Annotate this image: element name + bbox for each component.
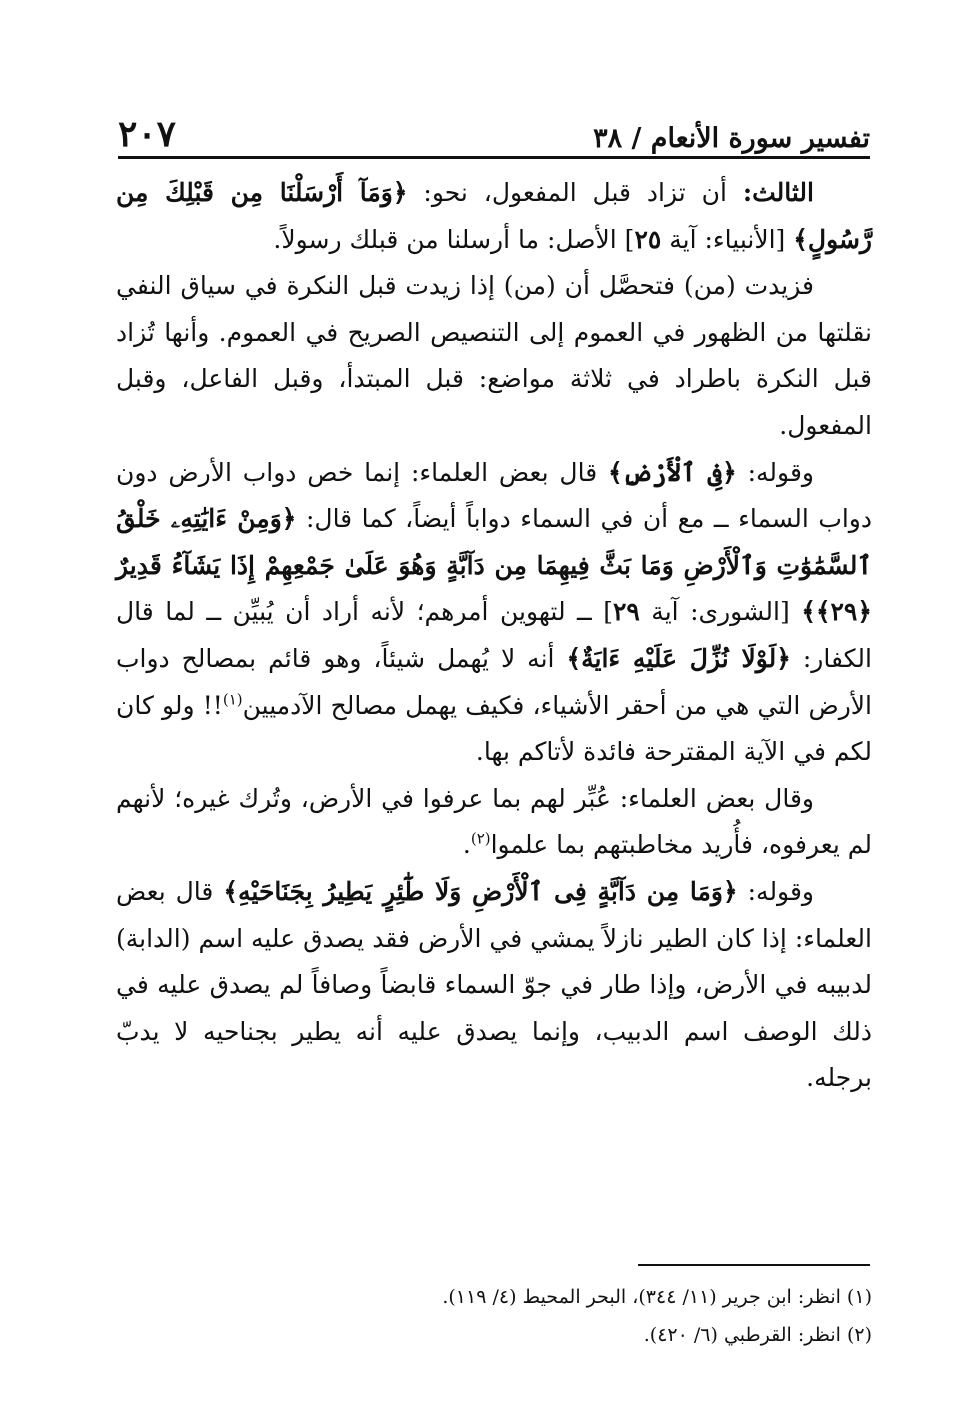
header-rule: [118, 156, 870, 159]
quran-quote: ﴿وَمَآ أَرْسَلْنَا مِن قَبْلِكَ مِن رَّسُولٍ﴾: [116, 178, 872, 254]
text-run: أنه لا يُهمل شيئاً، وهو قائم بمصالح دواب الأرض التي هي من أحقر الأشياء، فكيف يهمل مصالح الآدميين: [116, 643, 872, 720]
quran-quote: ﴿وَمِنْ ءَايَٰتِهِۦ خَلْقُ ٱلسَّمَٰوَٰتِ وَٱلْأَرْضِ وَمَا بَثَّ فِيهِمَا مِن دَآبَّةٍ وَهُوَ عَلَىٰ جَمْعِهِمْ إِذَا يَشَآءُ قَدِيرٌ ﴿٢٩﴾﴾: [116, 504, 872, 627]
text-run: ] ــ لتهوين أمرهم؛ لأنه أراد أن يُبيِّن ــ لما قال الكفار:: [116, 597, 872, 673]
page-header: [118, 100, 870, 155]
ayah-number: ٢٥: [634, 224, 662, 254]
page-number: ٢٠٧: [118, 113, 177, 155]
main-text: [116, 170, 872, 1102]
ayah-number: ٢٩: [612, 597, 640, 627]
text-run: أن تزاد قبل المفعول، نحو:: [407, 178, 743, 207]
footnote-rule: [638, 1264, 870, 1266]
text-run: !! ولو كان لكم في الآية المقترحة فائدة لأتاكم بها.: [116, 690, 872, 767]
text-run: ] الأصل: ما أرسلنا من قبلك رسولاً.: [273, 224, 635, 254]
footnotes: [116, 1278, 872, 1354]
text-run: .: [462, 830, 471, 860]
text-run: [الأنبياء: آية: [661, 224, 794, 254]
footnote-1: (١) انظر: ابن جرير (١١/ ٣٤٤)، البحر المحيط (٤/ ١١٩).: [442, 1286, 872, 1308]
paragraph-scholars-view: [116, 776, 872, 869]
running-title: تفسير سورة الأنعام / ٣٨: [593, 123, 870, 154]
paragraph-third-case: [116, 170, 872, 263]
text-run: قال بعض العلماء: إذا كان الطير نازلاً يمشي في الأرض فقد يصدق عليه اسم (الدابة) لدبيبه في الأرض، وإذا طار في جوّ السماء قابضاً وصافاً لم يصدق عليه في ذلك الوصف اسم الدبيب، وإنما يصدق عليه أنه يطير بجناحيه لا يدبّ برجله.: [116, 876, 872, 1093]
quran-quote: ﴿وَمَا مِن دَآبَّةٍ فِى ٱلْأَرْضِ وَلَا طَٰٓئِرٍ يَطِيرُ بِجَنَاحَيْهِ﴾: [223, 876, 738, 906]
text-run: وقوله:: [737, 876, 814, 906]
text-run: [الشورى: آية: [639, 597, 802, 627]
text-run: وقال بعض العلماء: عُبِّر لهم بما عرفوا في الأرض، وتُرك غيره؛ لأنهم لم يعرفوه، فأُريد مخاطبتهم بما علموا: [116, 783, 872, 860]
paragraph-min-rule: فزيدت (من) فتحصَّل أن (من) إذا زيدت قبل النكرة في سياق النفي نقلتها من الظهور في العموم إلى التنصيص الصريح في العموم. وأنها تُزاد قبل النكرة باطراد في ثلاثة مواضع: قبل المبتدأ، وقبل الفاعل، وقبل المفعول.: [116, 271, 872, 440]
paragraph-fil-ard: [116, 450, 872, 776]
paragraph-bird-wings: [116, 869, 872, 1102]
paragraph-lead-word: الثالث:: [742, 178, 814, 207]
quran-quote: ﴿لَوْلَا نُزِّلَ عَلَيْهِ ءَايَةٌ﴾: [566, 643, 791, 673]
footnote-reference[interactable]: (٢): [470, 829, 491, 848]
text-run: قال بعض العلماء: إنما خص دواب الأرض دون دواب السماء ــ مع أن في السماء دواباً أيضاً، كما قال:: [116, 457, 872, 534]
quran-quote: ﴿فِى ٱلْأَرْضِ﴾: [607, 457, 737, 487]
text-run: وقوله:: [736, 457, 814, 487]
footnote-2: (٢) انظر: القرطبي (٦/ ٤٢٠).: [643, 1324, 872, 1346]
footnote-reference[interactable]: (١): [222, 690, 243, 709]
